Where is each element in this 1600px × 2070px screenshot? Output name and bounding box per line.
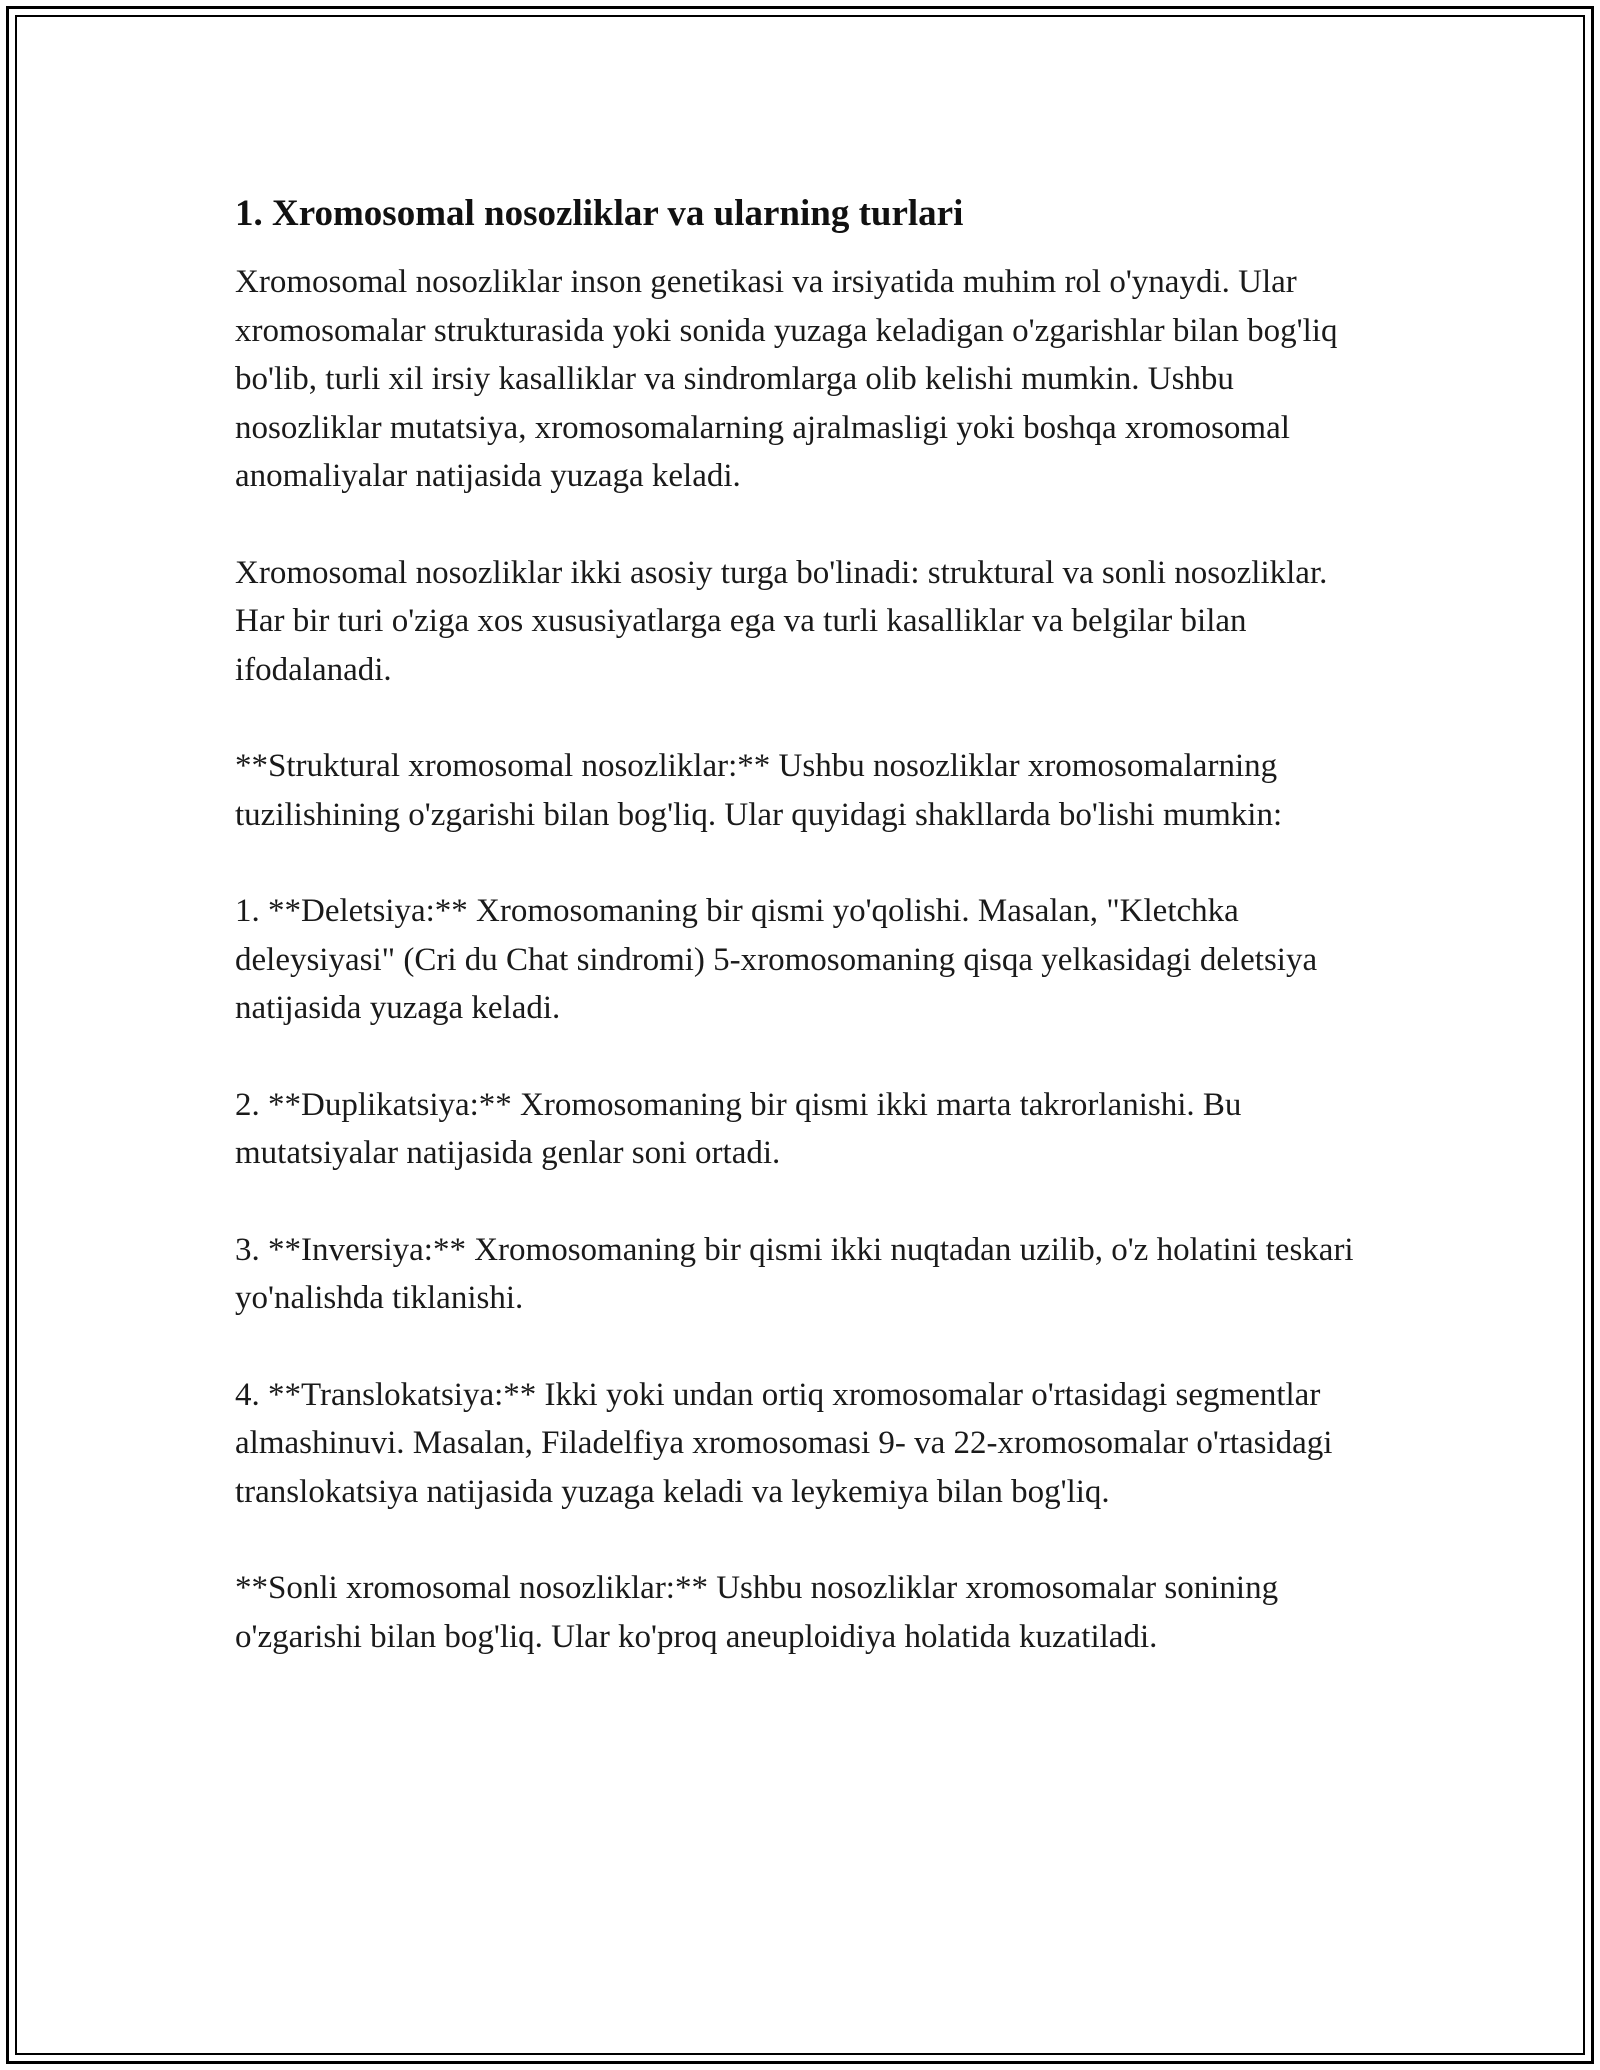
paragraph-types: Xromosomal nosozliklar ikki asosiy turga bo'linadi: struktural va sonli nosozliklar. Har bir turi o'ziga xos xususiyatlarga ega va turli kasalliklar va belgilar bilan ifodalanadi.: [235, 554, 1328, 688]
list-item-deletion: 1. **Deletsiya:** Xromosomaning bir qismi yo'qolishi. Masalan, "Kletchka deleysiyasi" (Cri du Chat sindromi) 5-xromosomaning qisqa yelkasidagi deletsiya natijasida yuzaga keladi.: [235, 893, 1318, 1026]
paragraph-structural: **Struktural xromosomal nosozliklar:** Ushbu nosozliklar xromosomalarning tuzilishining o'zgarishi bilan bog'liq. Ular quyidagi shakllarda bo'lishi mumkin:: [235, 748, 1283, 833]
list-item-inversion: 3. **Inversiya:** Xromosomaning bir qismi ikki nuqtadan uzilib, o'z holatini teskari yo'nalishda tiklanishi.: [235, 1231, 1354, 1316]
document-body: [235, 188, 1365, 1709]
list-item-duplication: 2. **Duplikatsiya:** Xromosomaning bir qismi ikki marta takrorlanishi. Bu mutatsiyalar natijasida genlar soni ortadi.: [235, 1086, 1242, 1171]
section-title: 1. Xromosomal nosozliklar va ularning turlari: [235, 193, 964, 234]
paragraph-intro: Xromosomal nosozliklar inson genetikasi va irsiyatida muhim rol o'ynaydi. Ular xromosomalar strukturasida yoki sonida yuzaga keladigan o'zgarishlar bilan bog'liq bo'lib, turli xil irsiy kasalliklar va sindromlarga olib kelishi mumkin. Ushbu nosozliklar mutatsiya, xromosomalarning ajralmasligi yoki boshqa xromosomal anomaliyalar natijasida yuzaga keladi.: [235, 264, 1338, 494]
paragraph-numerical: **Sonli xromosomal nosozliklar:** Ushbu nosozliklar xromosomalar sonining o'zgarishi bilan bog'liq. Ular ko'proq aneuploidiya holatida kuzatiladi.: [235, 1570, 1279, 1655]
list-item-translocation: 4. **Translokatsiya:** Ikki yoki undan ortiq xromosomalar o'rtasidagi segmentlar almashinuvi. Masalan, Filadelfiya xromosomasi 9- va 22-xromosomalar o'rtasidagi translokatsiya natijasida yuzaga keladi va leykemiya bilan bog'liq.: [235, 1376, 1333, 1510]
